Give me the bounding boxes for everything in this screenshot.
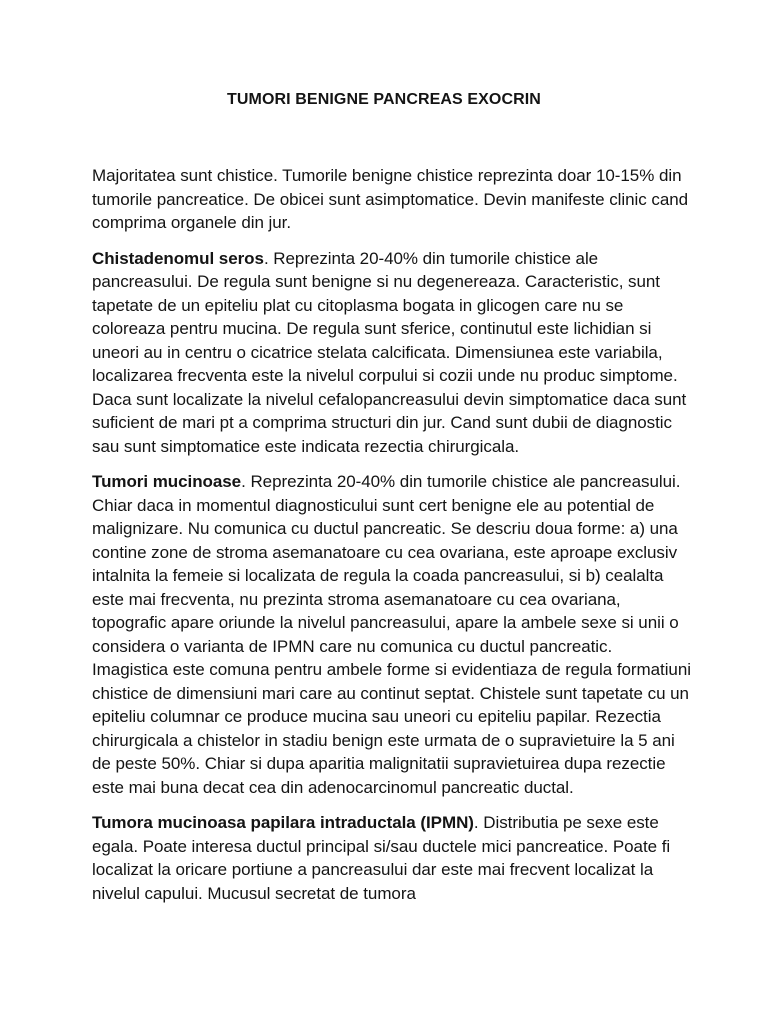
section-text: . Distributia pe sexe este egala. Poate interesa ductul principal si/sau ductele mici pancreatice. Poate fi localizat la oricare portiune a pancreasului dar este mai frecvent localizat la nivelul capului. Mucusul secretat de tumora [92, 813, 671, 903]
section-heading: Chistadenomul seros [92, 248, 264, 268]
section-text: . Reprezinta 20-40% din tumorile chistice ale pancreasului. De regula sunt benigne si nu degenereaza. Caracteristic, sunt tapetate de un epiteliu plat cu citoplasma bogata in glicogen care nu se coloreaza pentru mucina. De regula sunt sferice, continutul este lichidian si uneori au in centru o cicatrice stelata calcificata. Dimensiunea este variabila, localizarea frecventa este la nivelul corpului si cozii unde nu produc simptome. Daca sunt localizate la nivelul cefalopancreasului devin simptomatice daca sunt suficient de mari pt a comprima structuri din jur. Cand sunt dubii de diagnostic sau sunt simptomatice este indicata rezectia chirurgicala. [92, 248, 687, 456]
section-paragraph-ipmn [92, 811, 692, 905]
section-paragraph-mucinous [92, 470, 692, 799]
section-paragraph-serous [92, 247, 692, 459]
section-text: . Reprezinta 20-40% din tumorile chistice ale pancreasului. Chiar daca in momentul diagnosticului sunt cert benigne ele au potential de malignizare. Nu comunica cu ductul pancreatic. Se descriu doua forme: a) una contine zone de stroma asemanatoare cu cea ovariana, este aproape exclusiv intalnita la femeie si localizata de regula la coada pancreasului, si b) cealalta este mai frecventa, nu prezinta stroma asemanatoare cu cea ovariana, topografic apare oriunde la nivelul pancreasului, apare la ambele sexe si unii o considera o varianta de IPMN care nu comunica cu ductul pancreatic. Imagistica este comuna pentru ambele forme si evidentiaza de regula formatiuni chistice de dimensiuni mari care au continut septat. Chistele sunt tapetate cu un epiteliu columnar ce produce mucina sau uneori cu epiteliu papilar. Rezectia chirurgicala a chistelor in stadiu benign este urmata de o supravietuire la 5 ani de peste 50%. Chiar si dupa aparitia malignitatii supravietuirea dupa rezectie este mai buna decat cea din adenocarcinomul pancreatic ductal. [92, 472, 691, 797]
document-body [92, 164, 692, 917]
section-heading: Tumora mucinoasa papilara intraductala (IPMN) [92, 813, 474, 832]
document-title: TUMORI BENIGNE PANCREAS EXOCRIN [227, 91, 541, 108]
section-heading: Tumori mucinoase [92, 472, 242, 491]
intro-paragraph: Majoritatea sunt chistice. Tumorile benigne chistice reprezinta doar 10-15% din tumorile pancreatice. De obicei sunt asimptomatice. Devin manifeste clinic cand comprima organele din jur. [92, 166, 689, 232]
